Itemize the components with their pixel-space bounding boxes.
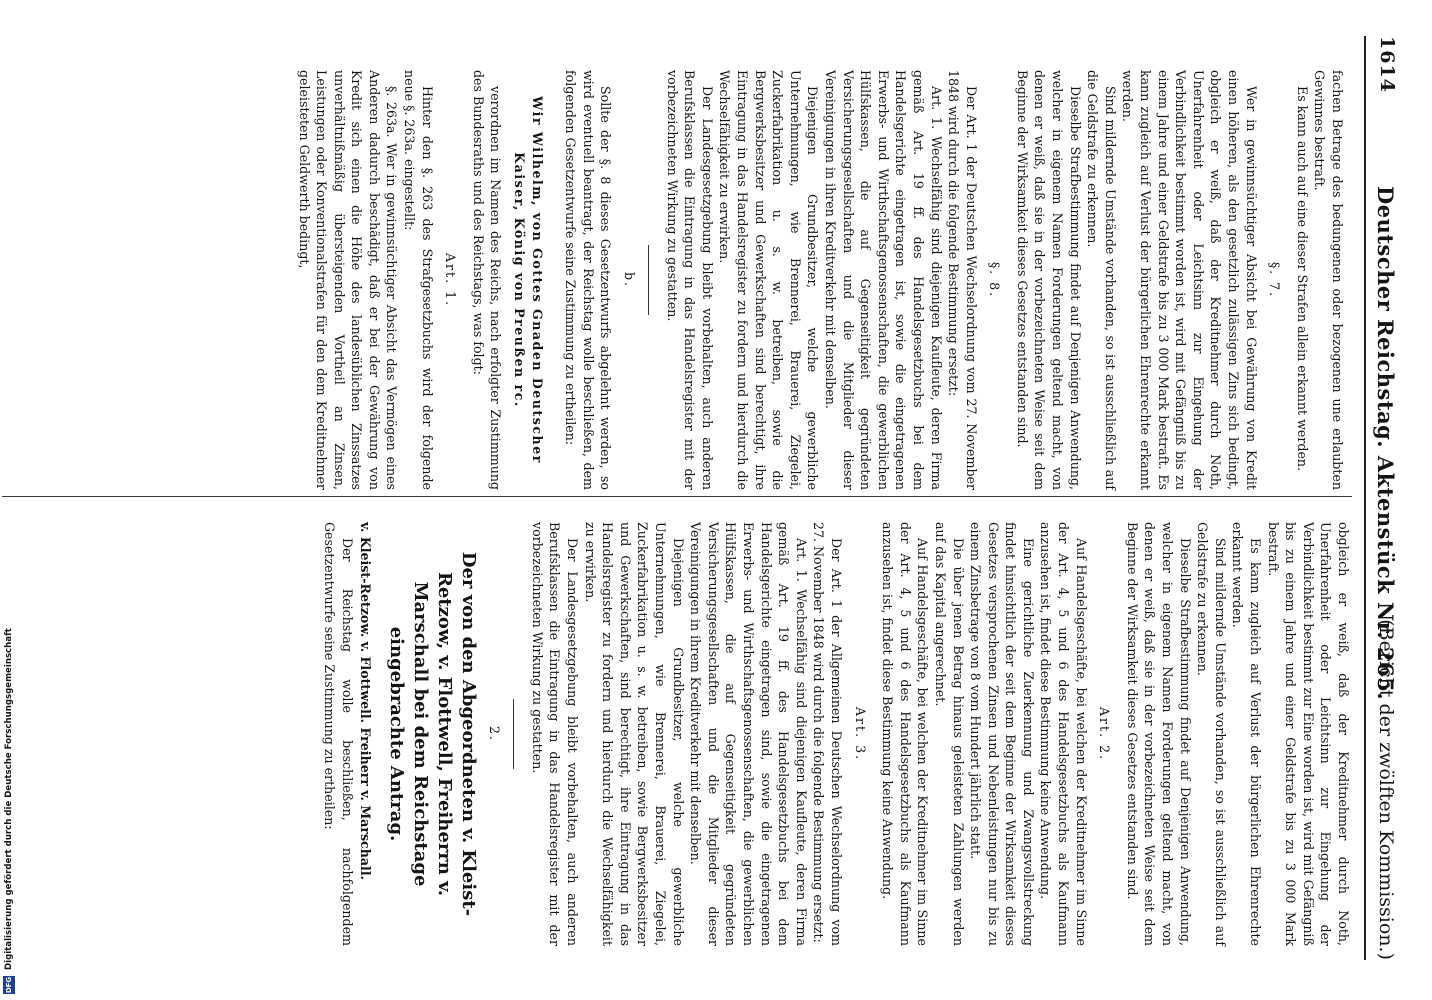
header-title: Deutscher Reichstag. Aktenstück Nr. 265. bbox=[1373, 186, 1398, 701]
digitization-credit bbox=[0, 0, 20, 1000]
section-heading: §. 8. bbox=[987, 261, 1003, 299]
motion-heading: Der von den Abgeordneten v. Kleist-Retzow, v. Flottwell, Freiherrn v. Marschall bei dem Reichstage eingebrachte Antrag. bbox=[385, 551, 479, 917]
paragraph: Auf Handelsgeschäfte, bei welchen der Kreditnehmer im Sinne der Art. 4, 5 und 6 des Handelsgesetzbuchs als Kaufmann anzusehen ist, findet diese Bestimmung keine Anwendung. bbox=[1038, 522, 1089, 946]
paragraph: Wer in gewinnsüchtiger Absicht bei Gewährung von Kredit einen höheren, als den gesetzlich zulässigen Zins sich bedingt, obgleich er weiß, daß der Kreditnehmer durch Noth, Unerfahrenheit oder Leichtsinn zur Eingehung der Verbindlichkeit bestimmt worden ist, wird mit Gefängniß bis zu einem Jahre und einer Geldstrafe bis zu 3 000 Mark bestraft. Es kann zugleich auf Verlust der bürgerlichen Ehrenrechte erkannt werden. bbox=[1120, 70, 1259, 490]
article-heading: Art. 1. bbox=[443, 252, 459, 308]
header-rule bbox=[1364, 36, 1366, 960]
subsection-label: 2. bbox=[487, 725, 503, 743]
paragraph: Der Reichstag wolle beschließen, nachfolgendem Gesetzentwurfe seine Zustimmung zu ertheilen: bbox=[322, 522, 356, 946]
paragraph: Dieselbe Strafbestimmung findet auf Denjenigen Anwendung, welcher in eigenem Namen Forderungen geltend macht, von denen er weiß, daß sie in der vorbezeichneten Weise seit dem Beginne der Wirksamkeit dieses Gesetzes entstanden sind. bbox=[1014, 70, 1083, 490]
paragraph: Hinter den §. 263 des Strafgesetzbuchs wird der folgende neue §. 263a. eingestellt: bbox=[402, 70, 435, 490]
credit-text: Digitalisierung gefördert durch die Deutsche Forschungsgemeinschaft bbox=[4, 628, 14, 970]
column-divider bbox=[2, 496, 1352, 497]
paragraph: Eine gerichtliche Zuerkennung und Zwangsvollstreckung findet hinsichtlich der seit dem Beginne der Wirksamkeit dieses Gesetzes versprochenen Zinsen und Nebenleistungen nur bis zu einem Zinsbetrage von 8 vom Hundert jährlich statt. bbox=[968, 522, 1036, 946]
paragraph: Der Art. 1 der Allgemeinen Deutschen Wechselordnung vom 27. November 1848 wird durch die folgende Bestimmung ersetzt: bbox=[811, 522, 844, 946]
section-divider bbox=[513, 699, 514, 769]
dfg-logo: DFG bbox=[5, 976, 13, 994]
paragraph: Sind mildernde Umstände vorhanden, so ist ausschließlich auf die Geldstrafe zu erkennen. bbox=[1085, 70, 1118, 490]
paragraph: Diejenigen Grundbesitzer, welche gewerbliche Unternehmungen, wie Brennerei, Brauerei, Ziegelei, Zuckerfabrikation u. s. w. betreiben, sowie die Bergwerksbesitzer und Gewerkschaften sind berechtigt, ihre Eintragung in das Handelsregister zu fordern und hierdurch die Wechselfähigkeit zu erwirken. bbox=[717, 70, 821, 490]
paragraph: Es kann zugleich auf Verlust der bürgerlichen Ehrenrechte erkannt werden. bbox=[1230, 522, 1264, 946]
paragraph: obgleich er weiß, daß der Kreditnehmer durch Noth, Unerfahrenheit oder Leichtsinn zur Eingehung der Verbindlichkeit bestimmt zur Eine worden ist, wird mit Gefängniß bis zu einem Jahre und einer Geldstrafe bis zu 3 000 Mark bestraft. bbox=[1265, 522, 1351, 946]
running-header bbox=[1368, 36, 1398, 960]
article-heading: Art. 3. bbox=[852, 706, 868, 762]
sovereign-formula: Wir Wilhelm, von Gottes Gnaden Deutscher Kaiser, König von Preußen rc. bbox=[512, 96, 545, 464]
section-divider bbox=[648, 245, 649, 315]
paragraph: Die über jenen Betrag hinaus geleisteten Zahlungen werden auf das Kapital angerechnet. bbox=[932, 522, 966, 946]
paragraph: fachen Betrage des bedungenen oder bezogenen une erlaubten Gewinnes bestraft. bbox=[1312, 70, 1345, 490]
header-note: (Bericht der zwölften Kommission.) bbox=[1375, 619, 1397, 960]
page-number: 1614 bbox=[1376, 36, 1398, 93]
paragraph: Auf Handelsgeschäfte, bei welchen der Kreditnehmer im Sinne der Art. 4, 5 und 6 des Handelsgesetzbuchs als Kaufmann anzusehen ist, findet diese Bestimmung keine Anwendung. bbox=[880, 522, 931, 946]
paragraph: Der Landesgesetzgebung bleibt vorbehalten, auch anderen Berufsklassen die Eintragung in das Handelsregister mit der vorbezeichneten Wirkung zu gestatten. bbox=[664, 70, 715, 490]
paragraph: Art. 1. Wechselfähig sind diejenigen Kaufleute, deren Firma gemäß Art. 19 ff. des Handelsgesetzbuchs bei dem Handelsgerichte eingetragen sind, sowie die eingetragenen Erwerbs- und Wirthschaftsgenossenschaften, die gewerblichen Hülfskassen, die auf Gegenseitigkeit gegründeten Versicherungsgesellschaften und die Mitglieder dieser Vereinigungen in ihrem Kreditverkehr mit denselben. bbox=[688, 522, 809, 946]
signatories: v. Kleist-Retzow. v. Flottwell. Freiherr v. Marschall. bbox=[357, 522, 373, 880]
paragraph: verordnen im Namen des Reichs, nach erfolgter Zustimmung des Bundesraths und des Reichstags, was folgt: bbox=[470, 70, 504, 490]
paragraph: Der Landesgesetzgebung bleibt vorbehalten, auch anderen Berufsklassen die Eintragung in das Handelsregister mit der vorbezeichneten Wirkung zu gestatten. bbox=[529, 522, 581, 946]
paragraph: Dieselbe Strafbestimmung findet auf Denjenigen Anwendung, welcher in eigenem Namen Forderungen geltend macht, von denen er weiß, daß sie in der vorbezeichneten Weise seit dem Beginne der Wirksamkeit dieses Gesetzes entstanden sind. bbox=[1124, 522, 1193, 946]
paragraph: Diejenigen Grundbesitzer, welche gewerbliche Unternehmungen, wie Brennerei, Brauerei, Ziegelei, Zuckerfabrikation u. s. w. betreiben, sowie Bergwerksbesitzer und Gewerkschaften, sind berechtigt, ihre Eintragung in das Handelsregister zu fordern und hierdurch die Wechselfähigkeit zu erwirken. bbox=[582, 522, 686, 946]
paragraph: Art. 1. Wechselfähig sind diejenigen Kaufleute, deren Firma gemäß Art. 19 ff. des Handelsgesetzbuchs bei dem Handelsgerichte eingetragen ist, sowie die eingetragenen Erwerbs- und Wirthschaftsgenossenschaften, die gewerblichen Hülfskassen, die auf Gegenseitigkeit gegründeten Versicherungsgesellschaften und die Mitglieder dieser Vereinigungen in ihren Kreditverkehr mit denselben. bbox=[822, 70, 944, 490]
subsection-label: b. bbox=[622, 271, 638, 289]
paragraph: Sollte der §. 8 dieses Gesetzentwurfs abgelehnt werden, so wird eventuell beantragt, der Reichstag wolle beschließen, dem folgenden Gesetzentwurfe seine Zustimmung zu ertheilen: bbox=[563, 70, 614, 490]
left-column bbox=[295, 70, 1346, 490]
right-column bbox=[321, 522, 1352, 946]
paragraph: Sind mildernde Umstände vorhanden, so ist ausschließlich auf Geldstrafe zu erkennen. bbox=[1195, 522, 1228, 946]
paragraph: §. 263a. Wer in gewinnsüchtiger Absicht das Vermögen eines Anderen dadurch beschädigt, daß er bei der Gewährung von Kredit sich einen die Höhe des landesüblichen Zinssatzes unverhältnißmäßig übersteigenden Vortheil an Zinsen, Leistungen oder Konventionalstrafen für den dem Kreditnehmer geleisteten Geldwerth bedingt, bbox=[296, 70, 400, 490]
paragraph: Der Art. 1 der Deutschen Wechselordnung vom 27. November 1848 wird durch die folgende Bestimmung ersetzt: bbox=[946, 70, 979, 490]
paragraph: Es kann auch auf eine dieser Strafen allein erkannt werden. bbox=[1294, 86, 1310, 472]
section-heading: §. 7. bbox=[1267, 261, 1283, 299]
article-heading: Art. 2. bbox=[1097, 706, 1113, 762]
